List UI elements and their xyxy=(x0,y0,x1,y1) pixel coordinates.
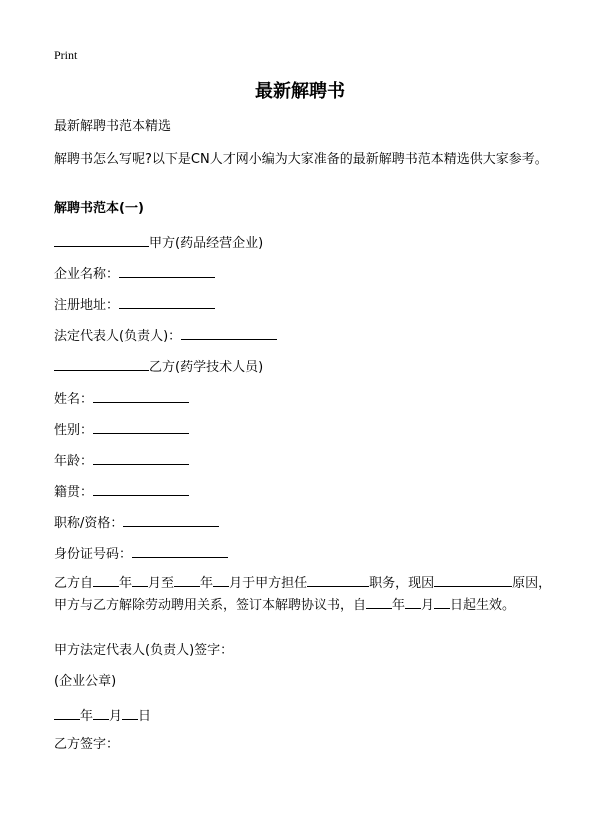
end-year-blank xyxy=(174,572,200,587)
body-text: 日起生效。 xyxy=(450,598,516,613)
date-month-label: 月 xyxy=(109,709,123,724)
name-label: 姓名： xyxy=(54,392,94,407)
print-link[interactable]: Print xyxy=(54,48,78,62)
effective-year-blank xyxy=(366,594,392,609)
company-name-label: 企业名称： xyxy=(54,267,120,282)
end-month-blank xyxy=(213,572,229,587)
age-label: 年龄： xyxy=(54,454,94,469)
age-blank xyxy=(93,450,189,465)
legal-rep-blank xyxy=(181,325,277,340)
effective-day-blank xyxy=(434,594,450,609)
sign-month-blank xyxy=(93,705,109,720)
registered-address-blank xyxy=(119,294,215,309)
title-qualification-label: 职称/资格： xyxy=(54,516,124,531)
intro-paragraph: 解聘书怎么写呢?以下是CN人才网小编为大家准备的最新解聘书范本精选供大家参考。 xyxy=(54,152,548,167)
origin-row xyxy=(54,481,189,502)
body-text: 年 xyxy=(200,576,214,591)
sign-year-blank xyxy=(54,705,80,720)
gender-label: 性别： xyxy=(54,423,94,438)
position-blank xyxy=(307,572,369,587)
party-b-label: 乙方(药学技术人员) xyxy=(149,360,264,375)
section-heading: 解聘书范本(一) xyxy=(54,201,144,216)
gender-row xyxy=(54,419,189,440)
page-title: 最新解聘书 xyxy=(255,81,345,102)
start-month-blank xyxy=(132,572,148,587)
effective-month-blank xyxy=(405,594,421,609)
name-blank xyxy=(93,388,189,403)
party-b-blank xyxy=(54,356,149,371)
registered-address-row xyxy=(54,294,215,315)
sign-day-blank xyxy=(122,705,138,720)
body-text: 月至 xyxy=(148,576,175,591)
id-number-label: 身份证号码： xyxy=(54,547,133,562)
date-year-label: 年 xyxy=(80,709,94,724)
subtitle: 最新解聘书范本精选 xyxy=(54,119,172,134)
gender-blank xyxy=(93,419,189,434)
origin-blank xyxy=(93,481,189,496)
body-text: 年 xyxy=(119,576,133,591)
age-row xyxy=(54,450,189,471)
reason-blank xyxy=(434,572,512,587)
party-b-row xyxy=(54,356,263,377)
body-text: 年 xyxy=(392,598,406,613)
body-text: 职务，现因 xyxy=(369,576,435,591)
party-a-signature-label: 甲方法定代表人(负责人)签字： xyxy=(54,643,234,658)
date-day-label: 日 xyxy=(138,709,152,724)
id-number-blank xyxy=(132,543,228,558)
id-number-row xyxy=(54,543,228,564)
origin-label: 籍贯： xyxy=(54,485,94,500)
legal-rep-row xyxy=(54,325,277,346)
registered-address-label: 注册地址： xyxy=(54,298,120,313)
party-b-signature-label: 乙方签字： xyxy=(54,737,120,752)
body-text: 原因，甲方与乙方解除劳动聘用关系，签订本解聘协议书，自 xyxy=(54,576,552,613)
legal-rep-label: 法定代表人(负责人)： xyxy=(54,329,182,344)
company-name-blank xyxy=(119,263,215,278)
start-year-blank xyxy=(93,572,119,587)
party-a-row xyxy=(54,232,263,253)
body-text: 月 xyxy=(421,598,435,613)
name-row xyxy=(54,388,189,409)
company-seal-label: (企业公章) xyxy=(54,674,117,689)
company-name-row xyxy=(54,263,215,284)
body-text: 月于甲方担任 xyxy=(229,576,308,591)
title-qualification-blank xyxy=(123,512,219,527)
date-row xyxy=(54,705,151,726)
party-a-blank xyxy=(54,232,149,247)
dismissal-paragraph xyxy=(54,572,554,616)
party-a-label: 甲方(药品经营企业) xyxy=(149,236,264,251)
body-text: 乙方自 xyxy=(54,576,94,591)
title-qualification-row xyxy=(54,512,219,533)
